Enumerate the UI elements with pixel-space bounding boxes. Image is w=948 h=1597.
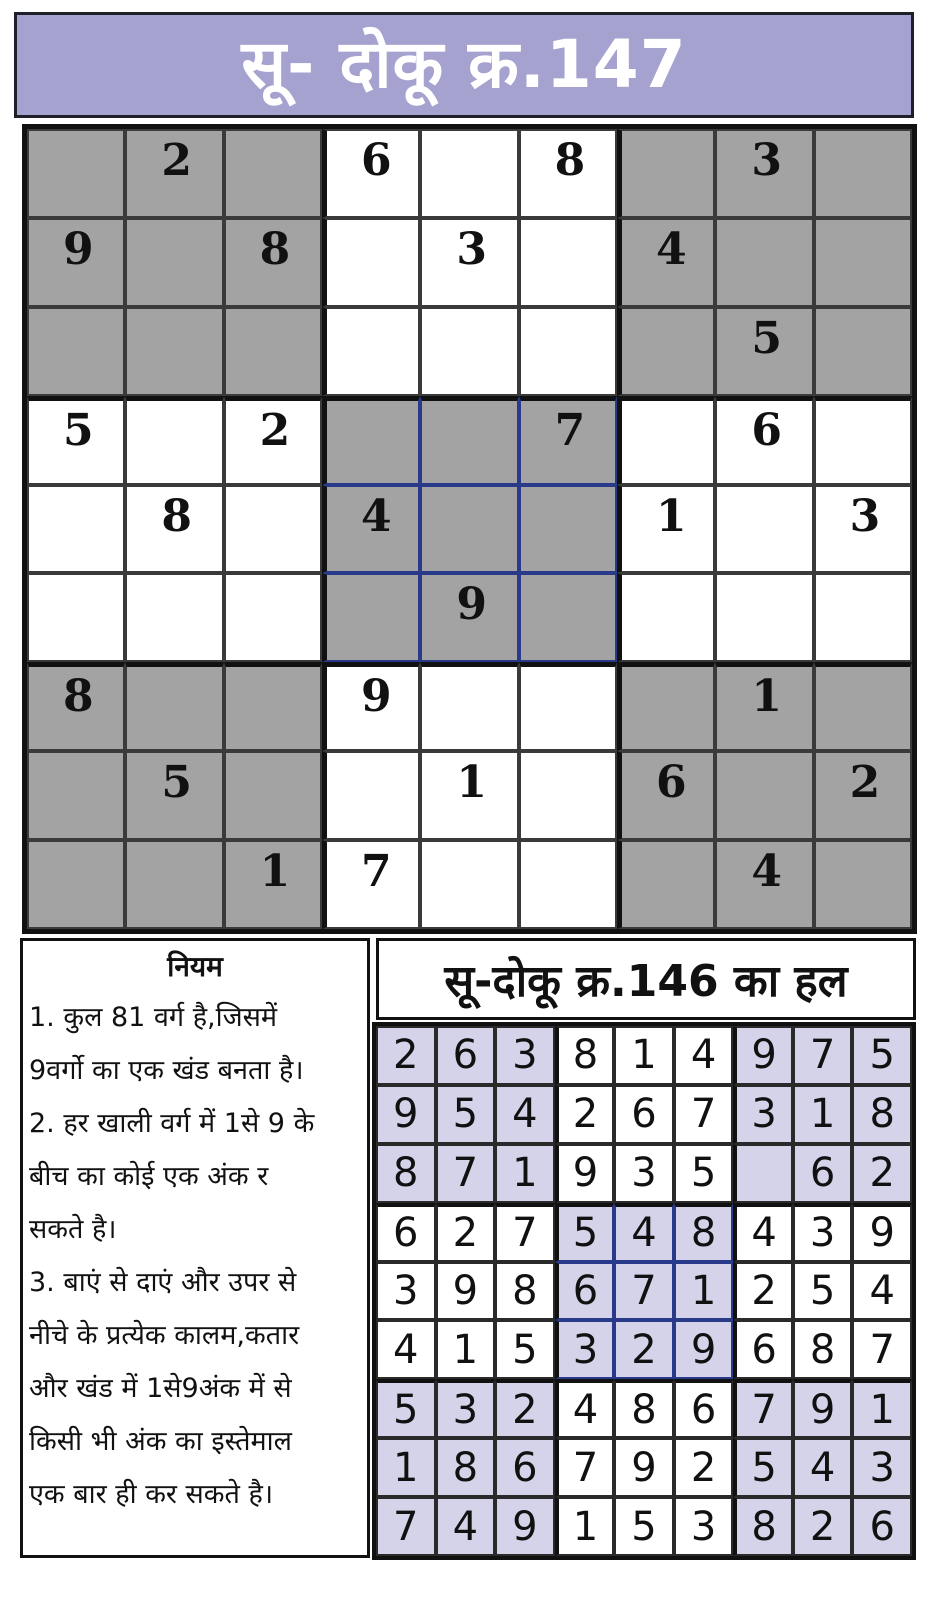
solution-cell-r4c9: 9 [852,1203,912,1262]
puzzle-cell-r8c8[interactable] [715,751,813,840]
puzzle-cell-r9c3[interactable]: 1 [224,840,322,929]
puzzle-cell-r6c6[interactable] [519,573,617,662]
solution-cell-r9c5: 5 [614,1497,674,1556]
puzzle-title: सू- दोकू क्र.147 [241,26,687,103]
puzzle-cell-r4c6[interactable]: 7 [519,396,617,485]
solution-cell-r1c3: 3 [495,1026,555,1085]
solution-cell-r9c4: 1 [555,1497,615,1556]
solution-cell-r7c4: 4 [555,1379,615,1438]
puzzle-cell-r5c6[interactable] [519,485,617,574]
solution-cell-r3c8: 6 [793,1144,853,1203]
puzzle-cell-r4c8[interactable]: 6 [715,396,813,485]
rule-line: 1. कुल 81 वर्ग है,जिसमें [29,1002,278,1033]
solution-cell-r6c4: 3 [555,1320,615,1379]
solution-cell-r7c5: 8 [614,1379,674,1438]
solution-cell-r5c9: 4 [852,1262,912,1321]
solution-cell-r5c5: 7 [614,1262,674,1321]
solution-cell-r9c7: 8 [733,1497,793,1556]
solution-cell-r1c1: 2 [376,1026,436,1085]
puzzle-cell-r9c9[interactable] [814,840,912,929]
puzzle-cell-r2c7[interactable]: 4 [617,218,715,307]
puzzle-cell-r5c2[interactable]: 8 [125,485,223,574]
puzzle-cell-r7c5[interactable] [420,662,518,751]
solution-cell-r5c2: 9 [436,1262,496,1321]
puzzle-cell-r2c3[interactable]: 8 [224,218,322,307]
puzzle-cell-r3c9[interactable] [814,307,912,396]
puzzle-cell-r1c9[interactable] [814,129,912,218]
puzzle-cell-r7c3[interactable] [224,662,322,751]
puzzle-cell-r5c8[interactable] [715,485,813,574]
puzzle-cell-r7c8[interactable]: 1 [715,662,813,751]
solution-cell-r7c1: 5 [376,1379,436,1438]
puzzle-cell-r1c4[interactable]: 6 [322,129,420,218]
puzzle-cell-r9c5[interactable] [420,840,518,929]
puzzle-cell-r8c9[interactable]: 2 [814,751,912,840]
solution-cell-r9c8: 2 [793,1497,853,1556]
puzzle-cell-r4c7[interactable] [617,396,715,485]
solution-cell-r8c5: 9 [614,1438,674,1497]
solution-cell-r5c7: 2 [733,1262,793,1321]
solution-cell-r9c1: 7 [376,1497,436,1556]
solution-cell-r5c3: 8 [495,1262,555,1321]
puzzle-cell-r5c5[interactable] [420,485,518,574]
puzzle-cell-r7c4[interactable]: 9 [322,662,420,751]
solution-cell-r7c3: 2 [495,1379,555,1438]
solution-cell-r2c8: 1 [793,1085,853,1144]
solution-cell-r8c8: 4 [793,1438,853,1497]
puzzle-cell-r7c1[interactable]: 8 [27,662,125,751]
solution-cell-r9c3: 9 [495,1497,555,1556]
puzzle-cell-r8c4[interactable] [322,751,420,840]
solution-cell-r3c6: 5 [674,1144,734,1203]
solution-cell-r2c7: 3 [733,1085,793,1144]
solution-cell-r1c8: 7 [793,1026,853,1085]
solution-cell-r4c5: 4 [614,1203,674,1262]
rules-box [20,938,370,1558]
solution-cell-r2c1: 9 [376,1085,436,1144]
solution-cell-r2c6: 7 [674,1085,734,1144]
solution-cell-r2c2: 5 [436,1085,496,1144]
solution-cell-r1c7: 9 [733,1026,793,1085]
solution-cell-r6c2: 1 [436,1320,496,1379]
puzzle-cell-r5c9[interactable]: 3 [814,485,912,574]
solution-cell-r3c5: 3 [614,1144,674,1203]
solution-cell-r9c6: 3 [674,1497,734,1556]
puzzle-cell-r8c2[interactable]: 5 [125,751,223,840]
puzzle-cell-r8c7[interactable]: 6 [617,751,715,840]
solution-cell-r4c2: 2 [436,1203,496,1262]
puzzle-cell-r9c2[interactable] [125,840,223,929]
solution-cell-r2c9: 8 [852,1085,912,1144]
puzzle-cell-r5c4[interactable]: 4 [322,485,420,574]
puzzle-cell-r6c1[interactable] [27,573,125,662]
puzzle-cell-r4c5[interactable] [420,396,518,485]
rule-line: सकते है। [29,1214,117,1245]
puzzle-cell-r4c4[interactable] [322,396,420,485]
puzzle-cell-r1c3[interactable] [224,129,322,218]
solution-cell-r3c9: 2 [852,1144,912,1203]
solution-cell-r3c2: 7 [436,1144,496,1203]
puzzle-cell-r3c2[interactable] [125,307,223,396]
rule-line: बीच का कोई एक अंक र [29,1161,269,1192]
solution-cell-r9c9: 6 [852,1497,912,1556]
puzzle-cell-r9c1[interactable] [27,840,125,929]
puzzle-cell-r6c9[interactable] [814,573,912,662]
solution-cell-r5c1: 3 [376,1262,436,1321]
puzzle-cell-r2c1[interactable]: 9 [27,218,125,307]
solution-cell-r7c9: 1 [852,1379,912,1438]
puzzle-cell-r5c3[interactable] [224,485,322,574]
puzzle-cell-r7c2[interactable] [125,662,223,751]
title-banner [14,12,914,118]
puzzle-cell-r3c8[interactable]: 5 [715,307,813,396]
puzzle-cell-r1c8[interactable]: 3 [715,129,813,218]
puzzle-cell-r2c5[interactable]: 3 [420,218,518,307]
solution-cell-r6c1: 4 [376,1320,436,1379]
solution-cell-r8c9: 3 [852,1438,912,1497]
solution-cell-r5c4: 6 [555,1262,615,1321]
puzzle-cell-r6c4[interactable] [322,573,420,662]
puzzle-cell-r3c1[interactable] [27,307,125,396]
puzzle-cell-r1c6[interactable]: 8 [519,129,617,218]
solution-cell-r1c4: 8 [555,1026,615,1085]
puzzle-cell-r9c7[interactable] [617,840,715,929]
solution-cell-r4c3: 7 [495,1203,555,1262]
puzzle-cell-r7c6[interactable] [519,662,617,751]
solution-cell-r6c8: 8 [793,1320,853,1379]
solution-cell-r4c4: 5 [555,1203,615,1262]
solution-cell-r5c6: 1 [674,1262,734,1321]
puzzle-cell-r9c6[interactable] [519,840,617,929]
puzzle-cell-r1c2[interactable]: 2 [125,129,223,218]
rule-line: और खंड में 1से9अंक में से [29,1373,292,1404]
puzzle-cell-r3c4[interactable] [322,307,420,396]
solution-cell-r3c4: 9 [555,1144,615,1203]
solution-cell-r2c4: 2 [555,1085,615,1144]
puzzle-cell-r2c8[interactable] [715,218,813,307]
solution-cell-r2c3: 4 [495,1085,555,1144]
puzzle-grid [22,124,917,934]
solution-cell-r6c9: 7 [852,1320,912,1379]
solution-cell-r6c3: 5 [495,1320,555,1379]
solution-cell-r4c1: 6 [376,1203,436,1262]
puzzle-cell-r4c9[interactable] [814,396,912,485]
puzzle-cell-r6c3[interactable] [224,573,322,662]
puzzle-cell-r2c9[interactable] [814,218,912,307]
solution-cell-r6c5: 2 [614,1320,674,1379]
puzzle-cell-r3c5[interactable] [420,307,518,396]
puzzle-cell-r4c2[interactable] [125,396,223,485]
solution-cell-r7c8: 9 [793,1379,853,1438]
solution-cell-r7c6: 6 [674,1379,734,1438]
puzzle-cell-r2c4[interactable] [322,218,420,307]
solution-cell-r8c6: 2 [674,1438,734,1497]
solution-title-box [376,938,916,1020]
puzzle-cell-r6c8[interactable] [715,573,813,662]
solution-cell-r3c7 [733,1144,793,1203]
puzzle-cell-r2c2[interactable] [125,218,223,307]
solution-cell-r7c2: 3 [436,1379,496,1438]
solution-cell-r8c2: 8 [436,1438,496,1497]
puzzle-cell-r4c1[interactable]: 5 [27,396,125,485]
rule-line: 2. हर खाली वर्ग में 1से 9 के [29,1108,315,1139]
solution-cell-r1c6: 4 [674,1026,734,1085]
puzzle-cell-r5c1[interactable] [27,485,125,574]
solution-cell-r6c6: 9 [674,1320,734,1379]
solution-cell-r3c3: 1 [495,1144,555,1203]
solution-cell-r6c7: 6 [733,1320,793,1379]
solution-cell-r4c8: 3 [793,1203,853,1262]
solution-cell-r8c3: 6 [495,1438,555,1497]
solution-cell-r1c2: 6 [436,1026,496,1085]
solution-cell-r3c1: 8 [376,1144,436,1203]
puzzle-cell-r5c7[interactable]: 1 [617,485,715,574]
rule-line: नीचे के प्रत्येक कालम,कतार [29,1320,300,1351]
solution-cell-r5c8: 5 [793,1262,853,1321]
puzzle-cell-r8c1[interactable] [27,751,125,840]
rules-title: नियम [167,950,223,983]
solution-cell-r4c6: 8 [674,1203,734,1262]
rule-line: 3. बाएं से दाएं और उपर से [29,1267,297,1298]
rule-line: किसी भी अंक का इस्तेमाल [29,1426,292,1457]
puzzle-cell-r1c5[interactable] [420,129,518,218]
solution-cell-r8c7: 5 [733,1438,793,1497]
solution-cell-r9c2: 4 [436,1497,496,1556]
solution-cell-r1c9: 5 [852,1026,912,1085]
rule-line: 9वर्गो का एक खंड बनता है। [29,1055,304,1086]
puzzle-cell-r8c5[interactable]: 1 [420,751,518,840]
puzzle-cell-r3c6[interactable] [519,307,617,396]
puzzle-cell-r8c6[interactable] [519,751,617,840]
solution-cell-r7c7: 7 [733,1379,793,1438]
solution-cell-r8c1: 1 [376,1438,436,1497]
puzzle-cell-r6c2[interactable] [125,573,223,662]
puzzle-cell-r9c8[interactable]: 4 [715,840,813,929]
puzzle-cell-r3c3[interactable] [224,307,322,396]
puzzle-cell-r4c3[interactable]: 2 [224,396,322,485]
puzzle-cell-r7c7[interactable] [617,662,715,751]
puzzle-cell-r9c4[interactable]: 7 [322,840,420,929]
solution-title: सू-दोकू क्र.146 का हल [444,956,848,1007]
puzzle-cell-r6c7[interactable] [617,573,715,662]
puzzle-cell-r7c9[interactable] [814,662,912,751]
solution-cell-r1c5: 1 [614,1026,674,1085]
puzzle-cell-r1c1[interactable] [27,129,125,218]
puzzle-cell-r3c7[interactable] [617,307,715,396]
puzzle-cell-r2c6[interactable] [519,218,617,307]
puzzle-cell-r6c5[interactable]: 9 [420,573,518,662]
rule-line: एक बार ही कर सकते है। [29,1479,274,1510]
solution-cell-r8c4: 7 [555,1438,615,1497]
puzzle-cell-r1c7[interactable] [617,129,715,218]
solution-cell-r2c5: 6 [614,1085,674,1144]
solution-grid [372,1022,916,1560]
solution-cell-r4c7: 4 [733,1203,793,1262]
puzzle-cell-r8c3[interactable] [224,751,322,840]
